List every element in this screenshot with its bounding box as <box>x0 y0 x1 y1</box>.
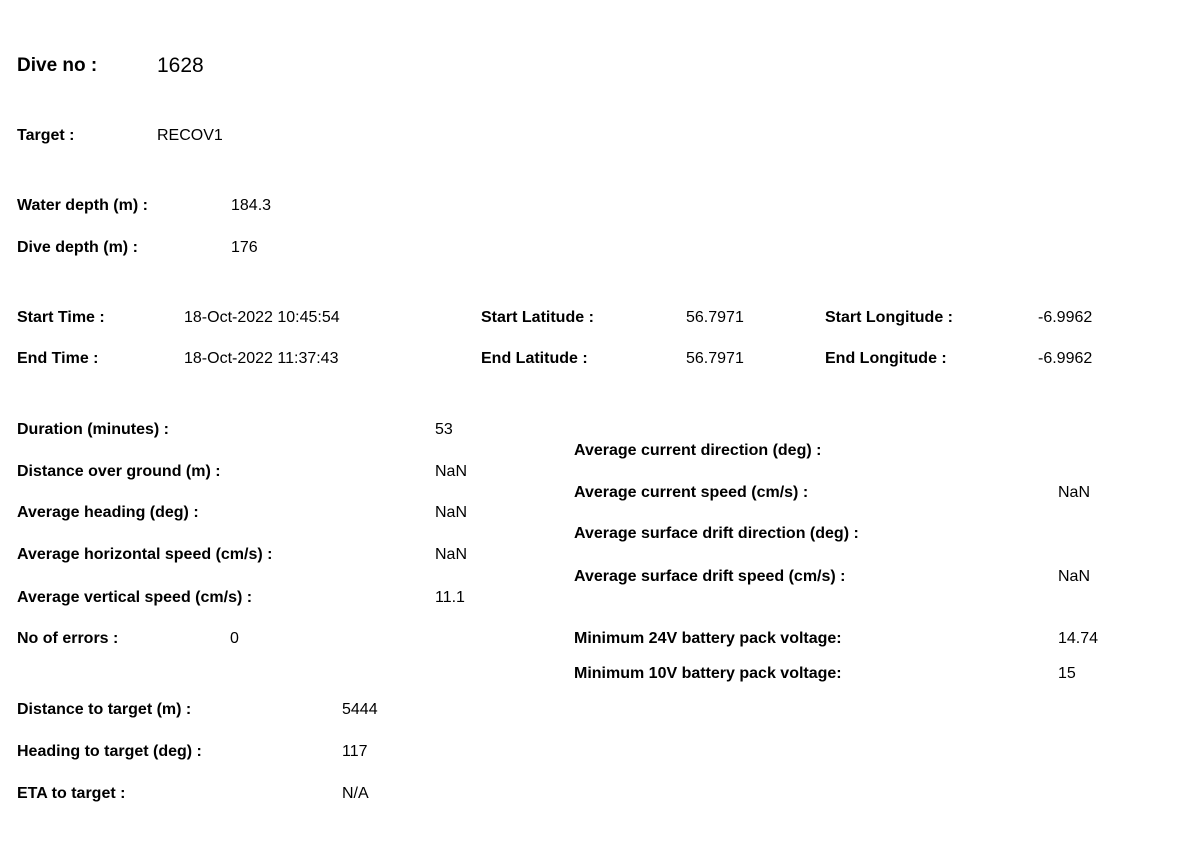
end-latitude-label: End Latitude : <box>481 350 588 367</box>
average-surface-drift-speed-value: NaN <box>1058 568 1091 585</box>
average-surface-drift-direction-label: Average surface drift direction (deg) : <box>574 525 859 542</box>
average-vertical-speed-label: Average vertical speed (cm/s) : <box>17 589 253 606</box>
end-latitude-value: 56.7971 <box>686 350 744 367</box>
water-depth-label: Water depth (m) : <box>17 197 148 214</box>
dive-no-label: Dive no : <box>17 55 98 76</box>
end-time-value: 18-Oct-2022 11:37:43 <box>184 350 339 367</box>
end-longitude-value: -6.9962 <box>1038 350 1093 367</box>
min-10v-battery-value: 15 <box>1058 665 1076 682</box>
average-heading-value: NaN <box>435 504 468 521</box>
target-label: Target : <box>17 127 75 144</box>
average-horizontal-speed-value: NaN <box>435 546 468 563</box>
average-surface-drift-speed-label: Average surface drift speed (cm/s) : <box>574 568 846 585</box>
dive-depth-value: 176 <box>231 239 258 256</box>
start-longitude-label: Start Longitude : <box>825 309 953 326</box>
water-depth-value: 184.3 <box>231 197 272 214</box>
average-current-speed-label: Average current speed (cm/s) : <box>574 484 809 501</box>
start-time-value: 18-Oct-2022 10:45:54 <box>184 309 340 326</box>
average-current-speed-value: NaN <box>1058 484 1091 501</box>
min-24v-battery-label: Minimum 24V battery pack voltage: <box>574 630 842 647</box>
average-current-direction-label: Average current direction (deg) : <box>574 442 822 459</box>
duration-value: 53 <box>435 421 453 438</box>
distance-to-target-value: 5444 <box>342 701 378 718</box>
eta-to-target-value: N/A <box>342 785 369 802</box>
target-value: RECOV1 <box>157 127 223 144</box>
heading-to-target-value: 117 <box>342 743 368 760</box>
start-time-label: Start Time : <box>17 309 105 326</box>
min-10v-battery-label: Minimum 10V battery pack voltage: <box>574 665 842 682</box>
distance-over-ground-label: Distance over ground (m) : <box>17 463 221 480</box>
start-longitude-value: -6.9962 <box>1038 309 1093 326</box>
min-24v-battery-value: 14.74 <box>1058 630 1099 647</box>
average-heading-label: Average heading (deg) : <box>17 504 199 521</box>
end-time-label: End Time : <box>17 350 99 367</box>
distance-over-ground-value: NaN <box>435 463 468 480</box>
distance-to-target-label: Distance to target (m) : <box>17 701 192 718</box>
average-horizontal-speed-label: Average horizontal speed (cm/s) : <box>17 546 273 563</box>
dive-depth-label: Dive depth (m) : <box>17 239 138 256</box>
eta-to-target-label: ETA to target : <box>17 785 126 802</box>
end-longitude-label: End Longitude : <box>825 350 947 367</box>
heading-to-target-label: Heading to target (deg) : <box>17 743 202 760</box>
dive-no-value: 1628 <box>157 54 204 77</box>
errors-label: No of errors : <box>17 630 119 647</box>
duration-label: Duration (minutes) : <box>17 421 169 438</box>
errors-value: 0 <box>230 630 239 647</box>
start-latitude-value: 56.7971 <box>686 309 744 326</box>
average-vertical-speed-value: 11.1 <box>435 589 465 606</box>
start-latitude-label: Start Latitude : <box>481 309 594 326</box>
